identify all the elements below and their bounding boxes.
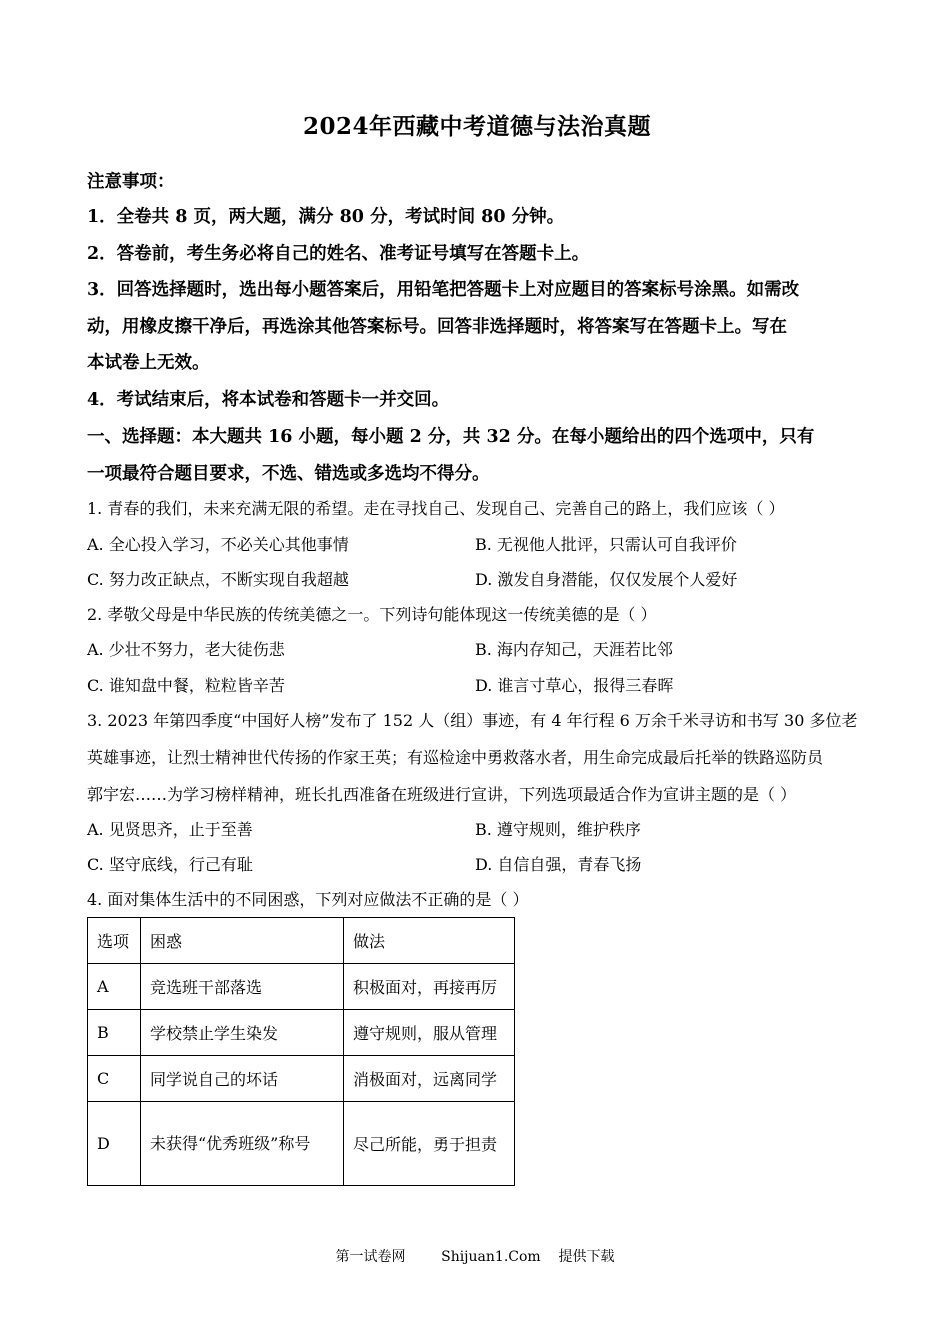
table-cell: 未获得“优秀班级”称号: [141, 1102, 344, 1186]
table-cell: 学校禁止学生染发: [141, 1010, 344, 1056]
question-2-option-b: B. 海内存知己，天涯若比邻: [475, 640, 673, 659]
table-cell: B: [88, 1010, 141, 1056]
question-1-option-a: A. 全心投入学习，不必关心其他事情: [87, 535, 349, 554]
question-3-option-a: A. 见贤思齐，止于至善: [87, 820, 253, 839]
notice-line: 动，用橡皮擦干净后，再选涂其他答案标号。回答非选择题时，将答案写在答题卡上。写在: [87, 317, 787, 337]
table-cell: C: [88, 1056, 141, 1102]
table-cell: D: [88, 1102, 141, 1186]
question-3-stem: 郭宇宏……为学习榜样精神，班长扎西准备在班级进行宣讲，下列选项最适合作为宣讲主题的是（ ）: [87, 785, 797, 804]
question-2-option-a: A. 少壮不努力，老大徒伤悲: [87, 640, 285, 659]
table-header-cell: 选项: [88, 918, 141, 964]
question-4-table: [87, 917, 515, 1186]
question-1-option-b: B. 无视他人批评，只需认可自我评价: [475, 535, 737, 554]
table-row: [88, 1056, 515, 1102]
table-cell: 同学说自己的坏话: [141, 1056, 344, 1102]
notice-line: 2．答卷前，考生务必将自己的姓名、准考证号填写在答题卡上。: [87, 244, 590, 264]
notice-heading: 注意事项：: [87, 172, 175, 192]
question-4-stem: 4. 面对集体生活中的不同困惑，下列对应做法不正确的是（ ）: [87, 890, 529, 909]
table-row: [88, 1010, 515, 1056]
notice-line: 4．考试结束后，将本试卷和答题卡一并交回。: [87, 390, 450, 410]
question-3-option-c: C. 坚守底线，行己有耻: [87, 855, 253, 874]
question-2-option-c: C. 谁知盘中餐，粒粒皆辛苦: [87, 676, 285, 695]
table-cell: 尽己所能，勇于担责: [344, 1102, 515, 1186]
table-cell: 竞选班干部落选: [141, 964, 344, 1010]
question-3-option-b: B. 遵守规则，维护秩序: [475, 820, 641, 839]
question-3-stem: 英雄事迹，让烈士精神世代传扬的作家王英；有巡检途中勇救落水者，用生命完成最后托举的铁路巡防员: [87, 748, 824, 767]
notice-line: 本试卷上无效。: [87, 353, 210, 373]
table-row: [88, 964, 515, 1010]
notice-line: 1．全卷共 8 页，两大题，满分 80 分，考试时间 80 分钟。: [87, 207, 565, 227]
table-cell: 消极面对，远离同学: [344, 1056, 515, 1102]
table-header-cell: 困惑: [141, 918, 344, 964]
question-1-option-c: C. 努力改正缺点，不断实现自我超越: [87, 570, 349, 589]
section-heading: 一项最符合题目要求，不选、错选或多选均不得分。: [87, 464, 490, 484]
page-footer: 第一试卷网 Shijuan1.Com 提供下载: [335, 1249, 615, 1265]
section-heading: 一、选择题：本大题共 16 小题，每小题 2 分，共 32 分。在每小题给出的四个选项中，只有: [87, 427, 815, 447]
table-cell: A: [88, 964, 141, 1010]
notice-line: 3．回答选择题时，选出每小题答案后，用铅笔把答题卡上对应题目的答案标号涂黑。如需改: [87, 280, 800, 300]
question-1-option-d: D. 激发自身潜能，仅仅发展个人爱好: [475, 570, 738, 589]
table-header-cell: 做法: [344, 918, 515, 964]
question-3-stem: 3. 2023 年第四季度“中国好人榜”发布了 152 人（组）事迹，有 4 年行程 6 万余千米寻访和书写 30 多位老: [87, 711, 858, 730]
page-title: 2024年西藏中考道德与法治真题: [302, 113, 651, 140]
question-1-stem: 1. 青春的我们，未来充满无限的希望。走在寻找自己、发现自己、完善自己的路上，我们应该（ ）: [87, 499, 785, 518]
question-3-option-d: D. 自信自强，青春飞扬: [475, 855, 642, 874]
table-cell: 遵守规则，服从管理: [344, 1010, 515, 1056]
question-2-option-d: D. 谁言寸草心，报得三春晖: [475, 676, 674, 695]
table-header-row: [88, 918, 515, 964]
table-row: [88, 1102, 515, 1186]
table-cell: 积极面对，再接再厉: [344, 964, 515, 1010]
question-2-stem: 2. 孝敬父母是中华民族的传统美德之一。下列诗句能体现这一传统美德的是（ ）: [87, 605, 657, 624]
